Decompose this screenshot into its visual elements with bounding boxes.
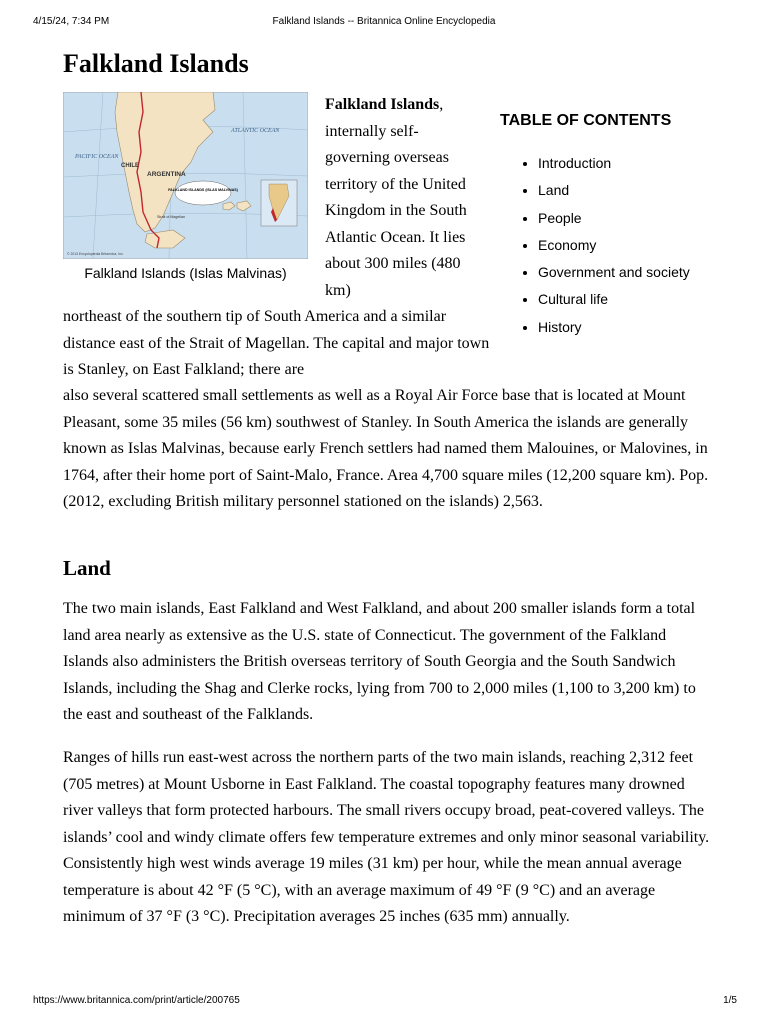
map-figure [63, 92, 308, 281]
section-heading-land: Land [63, 556, 111, 580]
print-url: https://www.britannica.com/print/article/200765 [33, 995, 240, 1006]
map-label-chile: CHILE [121, 163, 139, 169]
toc-heading: TABLE OF CONTENTS [500, 112, 672, 129]
map-label-argentina: ARGENTINA [147, 171, 186, 178]
falklands-map[interactable] [63, 92, 308, 259]
toc-item-land[interactable] [538, 181, 728, 208]
map-caption: Falkland Islands (Islas Malvinas) [84, 265, 287, 281]
toc-link[interactable]: History [538, 318, 582, 335]
toc-item-cultural-life[interactable] [538, 290, 728, 317]
intro-text-right [325, 92, 475, 304]
map-label-atlantic: ATLANTIC OCEAN [231, 128, 280, 134]
toc-item-introduction[interactable] [538, 154, 728, 181]
toc-link[interactable]: Economy [538, 236, 597, 253]
toc-item-people[interactable] [538, 209, 728, 236]
map-label-pacific: PACIFIC OCEAN [75, 154, 119, 160]
land-paragraph-1: The two main islands, East Falkland and West Falkland, and about 200 smaller islands form a total land area nearly as extensive as the U.S. state of Connecticut. The government of the Falkland Islands also administers the British overseas territory of South Georgia and the South Sandwich Islands, including the Shag and Clerke rocks, lying from 700 to 2,000 miles (1,100 to 3,200 km) to the east and southeast of the Falklands. [63, 600, 696, 723]
print-page-title: Falkland Islands -- Britannica Online Encyclopedia [272, 16, 496, 27]
table-of-contents [498, 112, 728, 345]
intro-text-left: northeast of the southern tip of South America and a similar distance east of the Strait of Magellan. The capital and major town is Stanley, on East Falkland; there are [63, 308, 490, 378]
article-title: Falkland Islands [63, 49, 249, 78]
map-copyright: © 2013 Encyclopædia Britannica, Inc. [67, 252, 124, 256]
toc-link[interactable]: Government and society [538, 264, 690, 281]
print-page-number: 1/5 [723, 995, 737, 1006]
toc-link[interactable]: Land [538, 182, 570, 199]
toc-link[interactable]: People [538, 209, 582, 226]
intro-text-full: also several scattered small settlements as well as a Royal Air Force base that is located at Mount Pleasant, some 35 miles (56 km) southwest of Stanley. In South America the islands are generally known as Islas Malvinas, because early French settlers had named them Malouines, or Malovines, in 1764, after their home port of Saint-Malo, France. Area 4,700 square miles (12,200 square km). Pop. (2012, excluding British military personnel stationed on the islands) 2,563. [63, 387, 709, 510]
map-label-strait: Strait of Magellan [157, 215, 185, 219]
map-label-falklands: FALKLAND ISLANDS (ISLAS MALVINAS) [168, 188, 238, 192]
land-paragraph-2: Ranges of hills run east-west across the northern parts of the two main islands, reaching 2,312 feet (705 metres) at Mount Usborne in East Falkland. The coastal topography features many drowned river valleys that form protected harbours. The small rivers occupy broad, peat-covered valleys. The islands’ cool and windy climate offers few temperature extremes and only minor seasonal variability. Consistently high west winds average 19 miles (31 km) per hour, while the mean annual average temperature is about 42 °F (5 °C), with an average maximum of 49 °F (9 °C) and an average minimum of 37 °F (3 °C). Precipitation averages 25 inches (635 mm) annually. [63, 749, 710, 925]
print-datetime: 4/15/24, 7:34 PM [33, 16, 110, 27]
print-header [0, 16, 768, 30]
intro-text-right-body: , internally self-governing overseas territory of the United Kingdom in the South Atlantic Ocean. It lies about 300 miles (480 km) [325, 96, 467, 299]
toc-link[interactable]: Introduction [538, 155, 612, 171]
toc-item-history[interactable] [538, 318, 728, 345]
toc-list [498, 154, 728, 345]
toc-item-government[interactable] [538, 263, 728, 290]
intro-bold-lead: Falkland Islands [325, 96, 440, 113]
toc-link[interactable]: Cultural life [538, 291, 609, 308]
toc-item-economy[interactable] [538, 236, 728, 263]
